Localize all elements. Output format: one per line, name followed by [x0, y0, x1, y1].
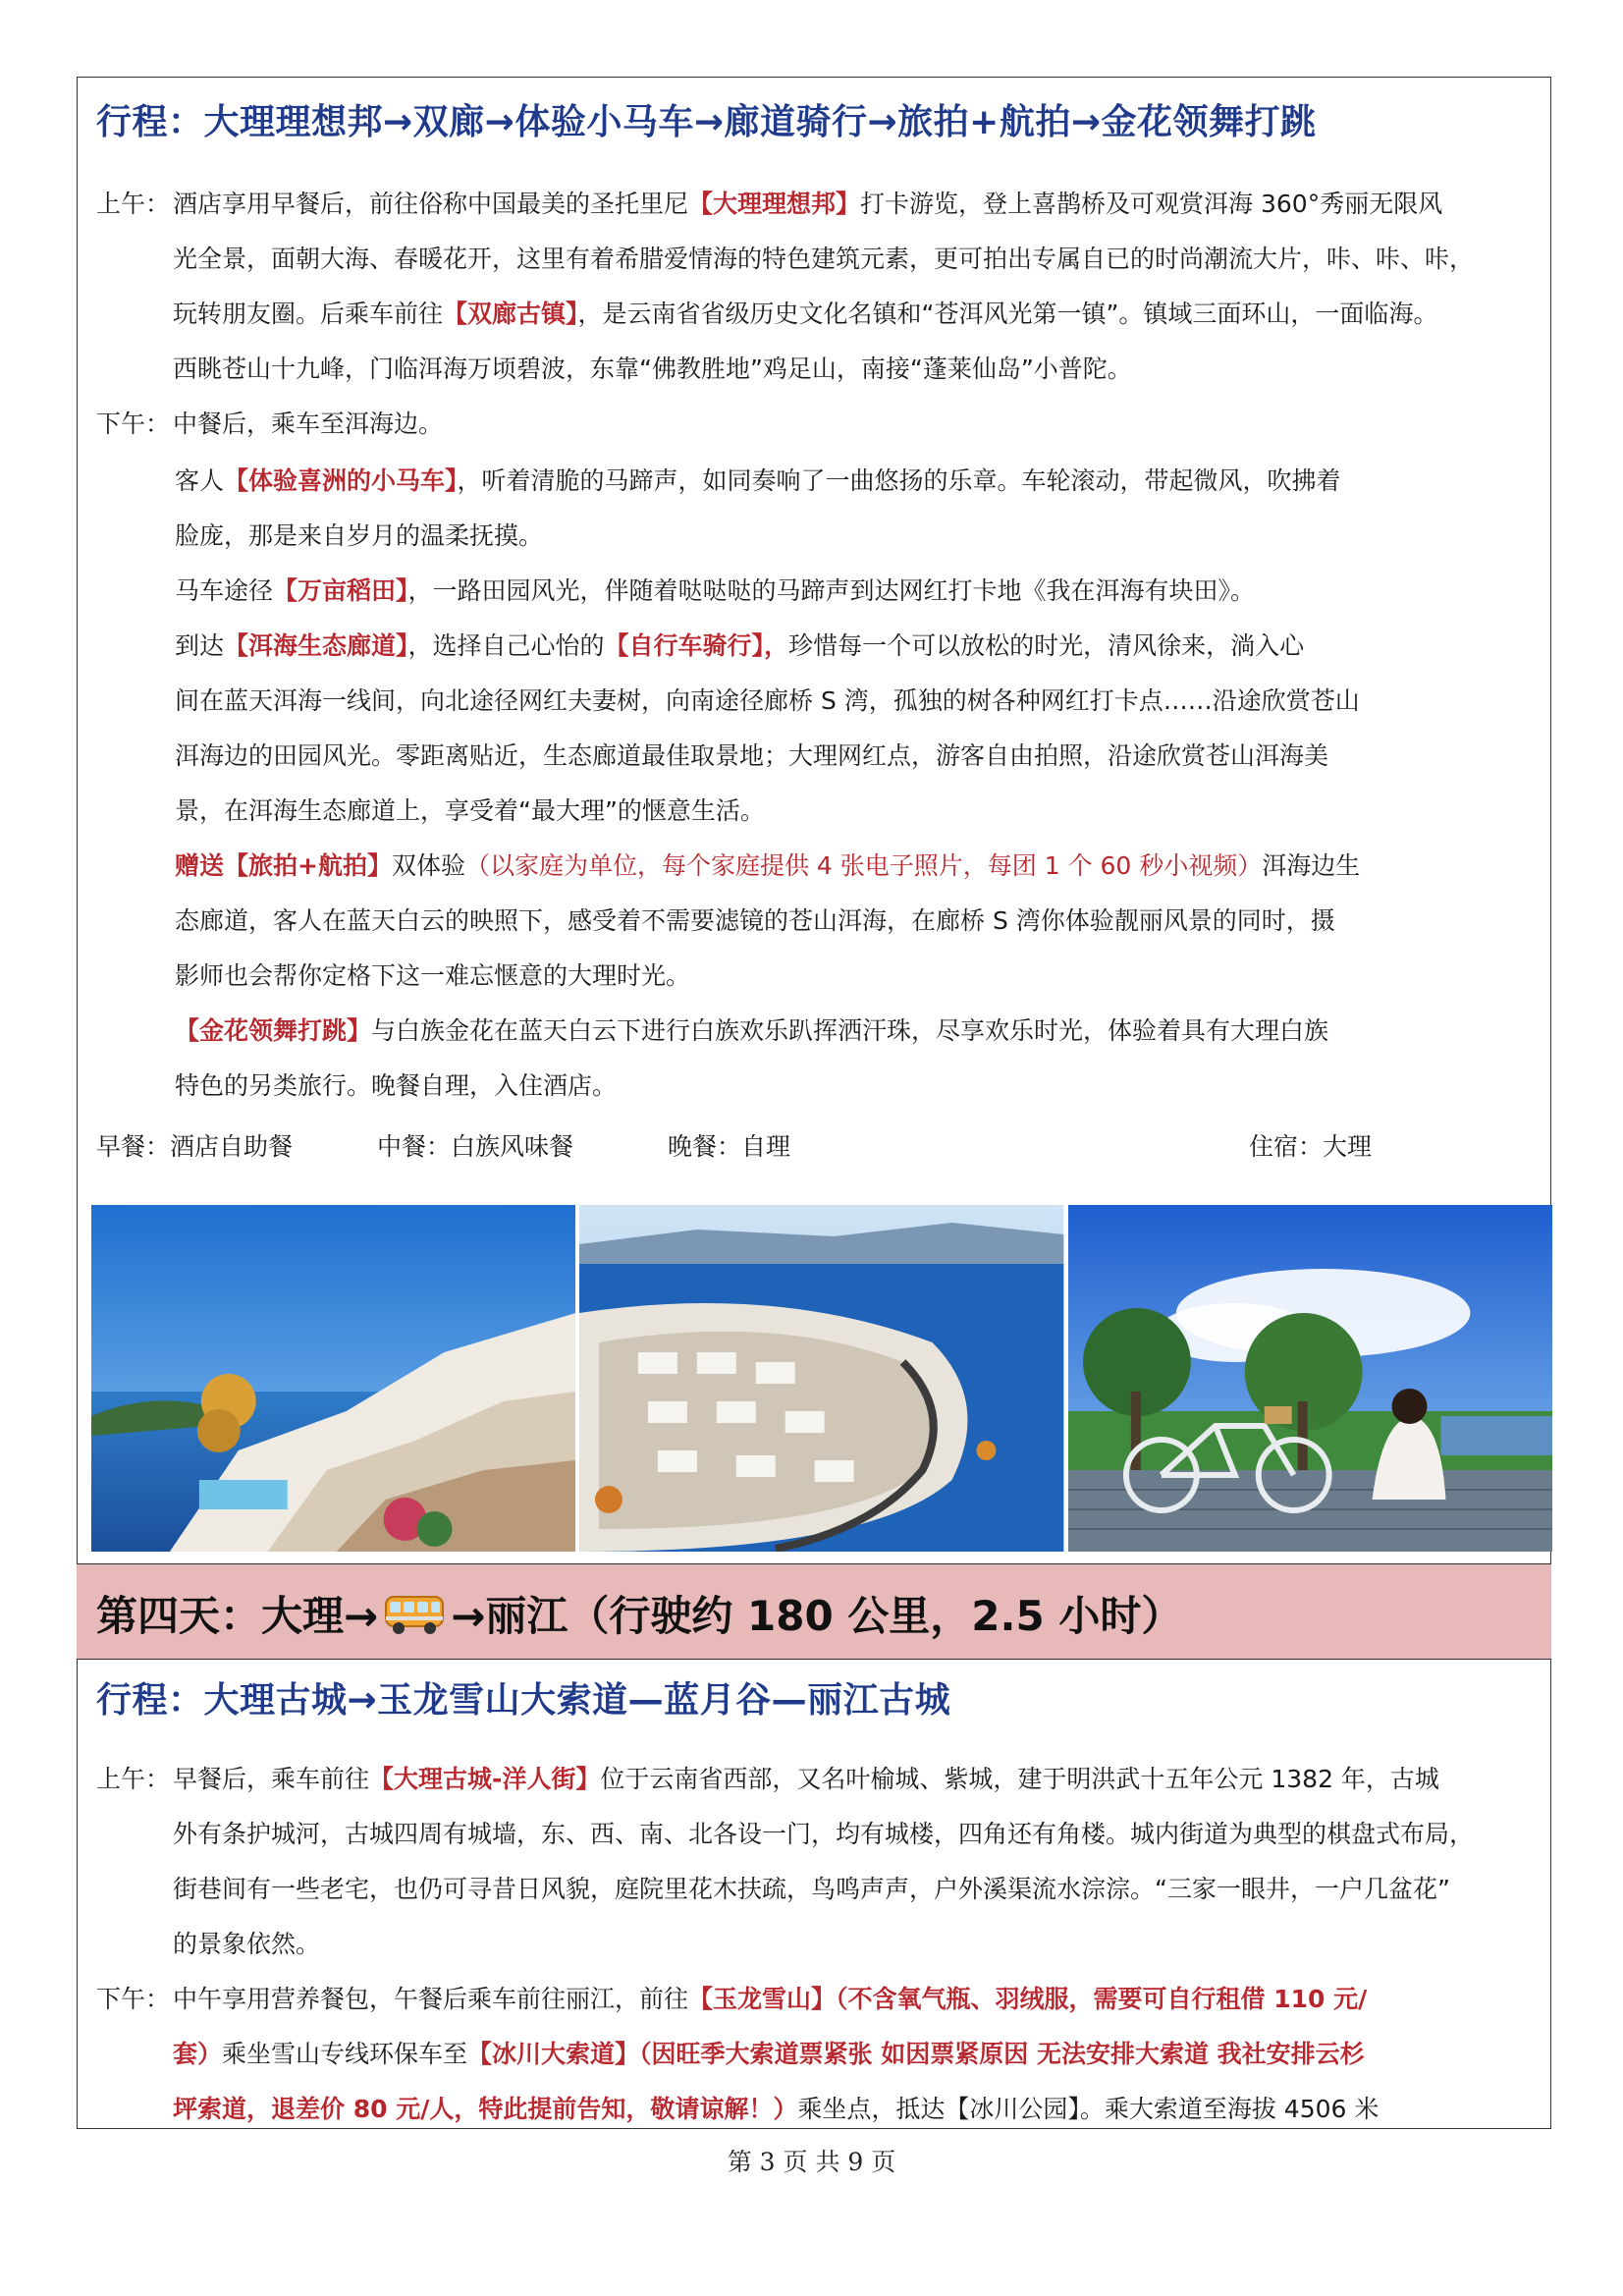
rice-field-line: 马车途径【万亩稻田】，一路田园风光，伴随着哒哒哒的马蹄声到达网红打卡地《我在洱海有块田》。 — [175, 576, 1256, 605]
day4-morning-line-4: 的景象依然。 — [173, 1930, 321, 1958]
day4-morning-line-1: 早餐后，乘车前往【大理古城-洋人街】位于云南省西部，又名叶榆城、紫城，建于明洪武十五年公元 1382 年，古城 — [173, 1765, 1439, 1793]
morning-line-2: 光全景，面朝大海、春暖花开，这里有着希腊爱情海的特色建筑元素，更可拍出专属自已的时尚潮流大片，咔、咔、咔， — [173, 245, 1475, 273]
day-four-header — [77, 1563, 1551, 1660]
day4-morning-label: 上午： — [96, 1765, 171, 1793]
itinerary-title-2: 行程：大理古城→玉龙雪山大索道—蓝月谷—丽江古城 — [96, 1680, 951, 1721]
photo-bicycle-girl — [1068, 1205, 1552, 1552]
itinerary-title-1: 行程：大理理想邦→双廊→体验小马车→廊道骑行→旅拍+航拍→金花领舞打跳 — [96, 102, 1317, 142]
accommodation: 住宿：大理 — [1249, 1132, 1373, 1161]
photo-shuanglang — [579, 1205, 1063, 1552]
meal-breakfast: 早餐：酒店自助餐 — [96, 1132, 294, 1161]
day4-afternoon-label: 下午： — [96, 1985, 171, 2013]
horse-cart-line-1: 客人【体验喜洲的小马车】，听着清脆的马蹄声，如同奏响了一曲悠扬的乐章。车轮滚动，带起微风，吹拂着 — [175, 466, 1341, 495]
photo-strip — [91, 1205, 1552, 1552]
photo-ideal-city — [91, 1205, 575, 1552]
page-number: 第 3 页 共 9 页 — [727, 2148, 896, 2176]
meal-dinner: 晚餐：自理 — [668, 1132, 791, 1161]
horse-cart-line-2: 脸庞，那是来自岁月的温柔抚摸。 — [175, 521, 544, 550]
dance-line-2: 特色的另类旅行。晚餐自理，入住酒店。 — [175, 1071, 618, 1100]
meal-lunch: 中餐：白族风味餐 — [377, 1132, 574, 1161]
morning-label: 上午： — [96, 190, 171, 218]
day4-morning-line-3: 街巷间有一些老宅，也仍可寻昔日风貌，庭院里花木扶疏，鸟鸣声声，户外溪渠流水淙淙。“三家一眼井，一户几盆花” — [173, 1875, 1450, 1903]
corridor-line-2: 间在蓝天洱海一线间，向北途径网红夫妻树，向南途径廊桥 S 湾，孤独的树各种网红打卡点……沿途欣赏苍山 — [175, 686, 1360, 715]
day-four-title: 第四天：大理→ →丽江（行驶约 180 公里，2.5 小时） — [96, 1584, 1182, 1646]
corridor-line-1: 到达【洱海生态廊道】，选择自己心怡的【自行车骑行】，珍惜每一个可以放松的时光，清风徐来，淌入心 — [175, 631, 1305, 660]
afternoon-label: 下午： — [96, 410, 171, 438]
corridor-line-3: 洱海边的田园风光。零距离贴近，生态廊道最佳取景地；大理网红点，游客自由拍照，沿途欣赏苍山洱海美 — [175, 741, 1329, 770]
morning-line-3: 玩转朋友圈。后乘车前往【双廊古镇】，是云南省省级历史文化名镇和“苍洱风光第一镇”。镇域三面环山，一面临海。 — [173, 300, 1438, 328]
dance-line-1: 【金花领舞打跳】与白族金花在蓝天白云下进行白族欢乐趴挥洒汗珠，尽享欢乐时光，体验着具有大理白族 — [175, 1016, 1329, 1045]
photo-gift-line-1: 赠送【旅拍+航拍】双体验（以家庭为单位，每个家庭提供 4 张电子照片，每团 1 个 60 秒小视频）洱海边生 — [175, 851, 1361, 880]
day4-afternoon-line-1: 中午享用营养餐包，午餐后乘车前往丽江，前往【玉龙雪山】（不含氧气瓶、羽绒服，需要可自行租借 110 元/ — [173, 1985, 1368, 2013]
morning-line-4: 西眺苍山十九峰，门临洱海万顷碧波，东靠“佛教胜地”鸡足山，南接“蓬莱仙岛”小普陀。 — [173, 355, 1132, 383]
bus-emoji-icon — [384, 1593, 445, 1646]
photo-gift-line-2: 态廊道，客人在蓝天白云的映照下，感受着不需要滤镜的苍山洱海，在廊桥 S 湾你体验靓丽风景的同时，摄 — [175, 906, 1335, 935]
afternoon-first-line: 中餐后，乘车至洱海边。 — [173, 410, 444, 438]
photo-gift-line-3: 影师也会帮你定格下这一难忘惬意的大理时光。 — [175, 961, 691, 990]
day4-afternoon-line-3: 坪索道，退差价 80 元/人，特此提前告知，敬请谅解！）乘坐点，抵达【冰川公园】。乘大索道至海拔 4506 米 — [173, 2095, 1380, 2123]
day4-morning-line-2: 外有条护城河，古城四周有城墙，东、西、南、北各设一门，均有城楼，四角还有角楼。城内街道为典型的棋盘式布局， — [173, 1820, 1475, 1848]
day4-afternoon-line-2: 套）乘坐雪山专线环保车至【冰川大索道】（因旺季大索道票紧张 如因票紧原因 无法安排大索道 我社安排云杉 — [173, 2040, 1365, 2068]
morning-line-1: 酒店享用早餐后，前往俗称中国最美的圣托里尼【大理理想邦】打卡游览，登上喜鹊桥及可观赏洱海 360°秀丽无限风 — [173, 190, 1443, 218]
corridor-line-4: 景，在洱海生态廊道上，享受着“最大理”的惬意生活。 — [175, 796, 765, 825]
